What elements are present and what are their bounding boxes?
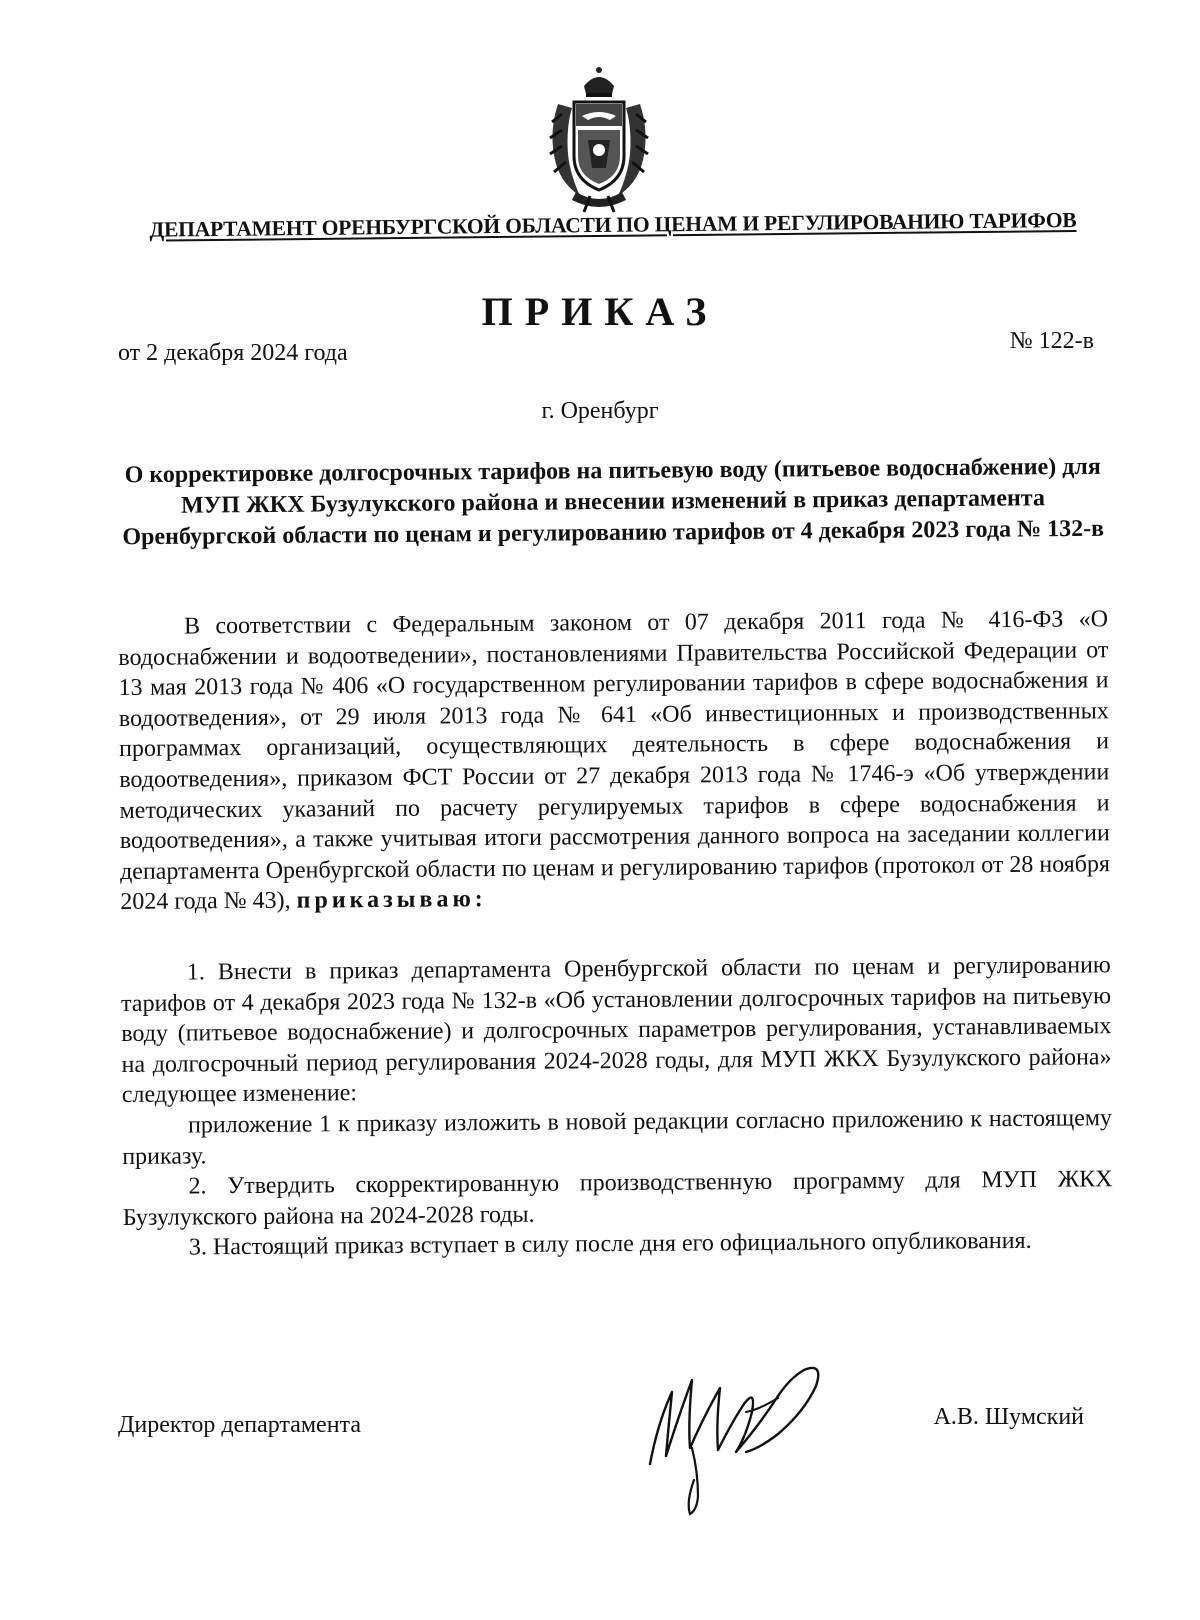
document-date: от 2 декабря 2024 года [118, 340, 348, 366]
item-1-change-paragraph: приложение 1 к приказу изложить в новой редакции согласно приложению к настоящему приказу. [122, 1105, 1113, 1170]
preamble-paragraph [118, 604, 1110, 918]
document-city: г. Оренбург [541, 398, 659, 424]
document-number: № 122-в [1009, 328, 1094, 354]
document-body [118, 604, 1113, 1264]
order-word: приказываю: [296, 886, 487, 914]
handwritten-signature [628, 1352, 858, 1522]
coat-of-arms-icon [540, 64, 658, 214]
item-2-paragraph: 2. Утвердить скорректированную производственную программу для МУП ЖКХ Бузулукского района на 2024-2028 годы. [122, 1166, 1113, 1231]
signatory-position: Директор департамента [118, 1412, 361, 1438]
department-name: ДЕПАРТАМЕНТ ОРЕНБУРГСКОЙ ОБЛАСТИ ПО ЦЕНАМ И РЕГУЛИРОВАНИЮ ТАРИФОВ [149, 207, 1077, 242]
item-1-paragraph: 1. Внести в приказ департамента Оренбургской области по ценам и регулированию тарифов от 4 декабря 2023 года № 132-в «Об установлении долгосрочных тарифов на питьевую воду (питьевое водоснабжение) и долгосрочных параметров регулирования, устанавливаемых на долгосрочный период регулирования 2024-2028 годы, для МУП ЖКХ Бузулукского района» следующее изменение: [120, 952, 1112, 1109]
preamble-text: В соответствии с Федеральным законом от 07 декабря 2011 года № 416-ФЗ «О водоснабжении и водоотведении», постановлениями Правительства Российской Федерации от 13 мая 2013 года № 406 «О государственном регулировании тарифов в сфере водоснабжения и водоотведения», от 29 июля 2013 года № 641 «Об инвестиционных и производственных программах организаций, осуществляющих деятельность в сфере водоснабжения и водоотведения», приказом ФСТ России от 27 декабря 2013 года № 1746-э «Об утверждении методических указаний по расчету регулируемых тарифов в сфере водоснабжения и водоотведения», а также учитывая итоги рассмотрения данного вопроса на заседании коллегии департамента Оренбургской области по ценам и регулированию тарифов (протокол от 28 ноября 2024 года № 43), [118, 606, 1111, 916]
signatory-name: А.В. Шумский [933, 1404, 1084, 1430]
item-3-paragraph: 3. Настоящий приказ вступает в силу после дня его официального опубликования. [188, 1228, 1032, 1261]
document-subject: О корректировке долгосрочных тарифов на питьевую воду (питьевое водоснабжение) для МУП ЖКХ Бузулукского района и внесении изменений в приказ департамента Оренбургской области по ценам и регулированию тарифов от 4 декабря 2023 года № 132-в [122, 453, 1105, 551]
document-title: ПРИКАЗ [481, 289, 719, 334]
